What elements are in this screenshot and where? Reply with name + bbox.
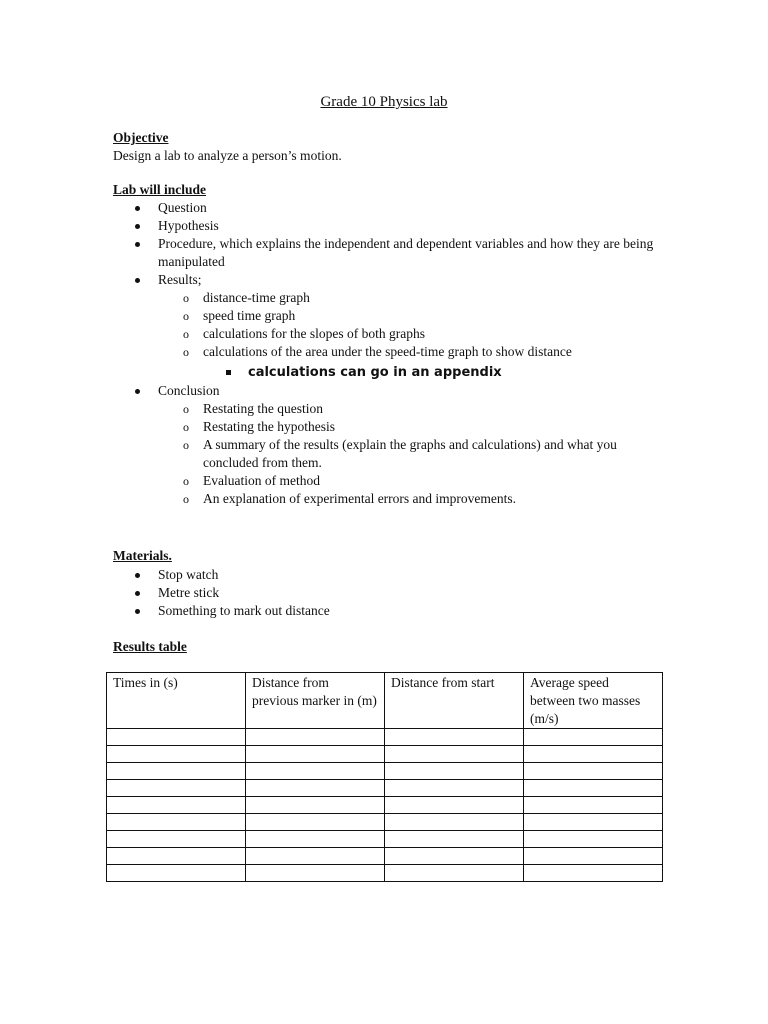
bullet-icon — [135, 224, 140, 229]
table-cell[interactable] — [524, 848, 663, 865]
circle-bullet-icon: o — [183, 327, 189, 341]
conclusion-subitem-label: A summary of the results (explain the graphs and calculations) and what you concluded from them. — [203, 437, 617, 470]
lab-item-procedure — [113, 235, 673, 271]
table-header-row — [107, 673, 663, 729]
table-row — [107, 865, 663, 882]
table-cell[interactable] — [524, 814, 663, 831]
results-table — [106, 672, 663, 882]
bullet-icon — [135, 206, 140, 211]
table-cell[interactable] — [107, 780, 246, 797]
conclusion-subitem-label: Restating the hypothesis — [203, 419, 335, 434]
table-cell[interactable] — [246, 814, 385, 831]
materials-item-label: Stop watch — [158, 567, 219, 582]
circle-bullet-icon: o — [183, 420, 189, 434]
lab-item-label: Question — [158, 200, 207, 215]
appendix-note: calculations can go in an appendix — [248, 365, 502, 380]
results-subitem-label: speed time graph — [203, 308, 296, 323]
table-cell[interactable] — [385, 780, 524, 797]
table-cell[interactable] — [107, 763, 246, 780]
table-cell[interactable] — [524, 797, 663, 814]
bullet-icon — [135, 609, 140, 614]
table-cell[interactable] — [107, 729, 246, 746]
circle-bullet-icon: o — [183, 474, 189, 488]
circle-bullet-icon: o — [183, 438, 189, 452]
table-cell[interactable] — [524, 831, 663, 848]
results-subitem — [158, 343, 673, 382]
lab-item-label: Hypothesis — [158, 218, 219, 233]
lab-item-question — [113, 199, 673, 217]
column-header: Distance from start — [385, 673, 524, 729]
column-header: Times in (s) — [107, 673, 246, 729]
lab-heading: Lab will include — [113, 182, 207, 197]
lab-list — [113, 199, 673, 508]
objective-section — [113, 129, 342, 165]
column-header: Distance from previous marker in (m) — [246, 673, 385, 729]
appendix-sublist — [203, 364, 673, 382]
table-row — [107, 763, 663, 780]
table-cell[interactable] — [524, 746, 663, 763]
table-cell[interactable] — [524, 865, 663, 882]
bullet-icon — [135, 573, 140, 578]
column-header: Average speed between two masses (m/s) — [524, 673, 663, 729]
table-row — [107, 848, 663, 865]
table-cell[interactable] — [246, 729, 385, 746]
table-cell[interactable] — [246, 763, 385, 780]
conclusion-subitem-label: Restating the question — [203, 401, 323, 416]
conclusion-subitem — [158, 436, 673, 472]
circle-bullet-icon: o — [183, 345, 189, 359]
table-cell[interactable] — [246, 865, 385, 882]
circle-bullet-icon: o — [183, 492, 189, 506]
materials-list — [113, 566, 330, 620]
materials-item — [113, 584, 330, 602]
table-cell[interactable] — [385, 746, 524, 763]
conclusion-subitem-label: Evaluation of method — [203, 473, 320, 488]
materials-item — [113, 566, 330, 584]
appendix-note-item — [203, 364, 673, 382]
table-row — [107, 729, 663, 746]
square-bullet-icon — [226, 370, 231, 375]
conclusion-subitem — [158, 472, 673, 490]
results-sublist — [158, 289, 673, 382]
table-row — [107, 814, 663, 831]
results-subitem — [158, 307, 673, 325]
table-cell[interactable] — [524, 763, 663, 780]
results-subitem — [158, 325, 673, 343]
table-cell[interactable] — [107, 814, 246, 831]
lab-item-label: Conclusion — [158, 383, 220, 398]
objective-heading: Objective — [113, 130, 169, 145]
bullet-icon — [135, 591, 140, 596]
objective-text: Design a lab to analyze a person’s motion. — [113, 148, 342, 163]
results-subitem-label: calculations of the area under the speed-time graph to show distance — [203, 344, 572, 359]
table-cell[interactable] — [246, 780, 385, 797]
table-cell[interactable] — [107, 831, 246, 848]
results-subitem — [158, 289, 673, 307]
table-cell[interactable] — [107, 848, 246, 865]
table-row — [107, 746, 663, 763]
table-cell[interactable] — [246, 848, 385, 865]
materials-item — [113, 602, 330, 620]
circle-bullet-icon: o — [183, 291, 189, 305]
circle-bullet-icon: o — [183, 402, 189, 416]
table-cell[interactable] — [524, 780, 663, 797]
table-row — [107, 797, 663, 814]
table-cell[interactable] — [385, 763, 524, 780]
table-cell[interactable] — [385, 831, 524, 848]
table-cell[interactable] — [107, 865, 246, 882]
table-cell[interactable] — [385, 814, 524, 831]
conclusion-subitem — [158, 490, 673, 508]
results-table-heading: Results table — [113, 639, 187, 654]
table-cell[interactable] — [524, 729, 663, 746]
table-row — [107, 831, 663, 848]
lab-item-hypothesis — [113, 217, 673, 235]
table-cell[interactable] — [246, 831, 385, 848]
bullet-icon — [135, 242, 140, 247]
circle-bullet-icon: o — [183, 309, 189, 323]
results-subitem-label: distance-time graph — [203, 290, 310, 305]
bullet-icon — [135, 278, 140, 283]
table-cell[interactable] — [246, 797, 385, 814]
lab-item-conclusion — [113, 382, 673, 508]
materials-heading: Materials. — [113, 548, 172, 563]
table-cell[interactable] — [107, 797, 246, 814]
lab-item-label: Procedure, which explains the independent and dependent variables and how they are being manipulated — [158, 236, 654, 269]
table-cell[interactable] — [385, 797, 524, 814]
results-subitem-label: calculations for the slopes of both graphs — [203, 326, 425, 341]
table-cell[interactable] — [385, 848, 524, 865]
lab-item-results — [113, 271, 673, 382]
conclusion-subitem — [158, 418, 673, 436]
table-cell[interactable] — [385, 865, 524, 882]
table-row — [107, 780, 663, 797]
materials-item-label: Metre stick — [158, 585, 220, 600]
conclusion-sublist — [158, 400, 673, 508]
materials-item-label: Something to mark out distance — [158, 603, 330, 618]
table-cell[interactable] — [107, 746, 246, 763]
materials-section — [113, 547, 330, 620]
page-title: Grade 10 Physics lab — [320, 94, 448, 110]
table-cell[interactable] — [246, 746, 385, 763]
lab-item-label: Results; — [158, 272, 202, 287]
lab-section — [113, 181, 673, 508]
conclusion-subitem — [158, 400, 673, 418]
table-cell[interactable] — [385, 729, 524, 746]
conclusion-subitem-label: An explanation of experimental errors and improvements. — [203, 491, 517, 506]
bullet-icon — [135, 389, 140, 394]
